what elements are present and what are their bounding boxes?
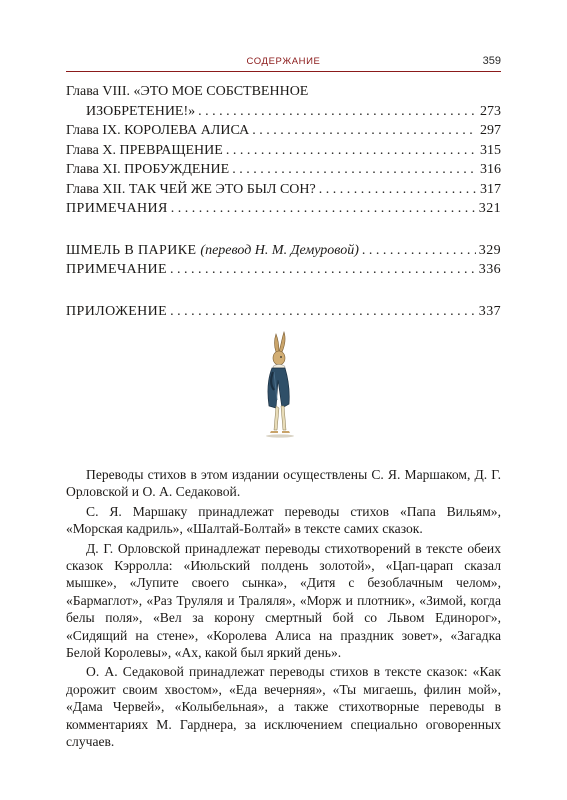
page-number: 359	[482, 55, 501, 67]
toc-entry-chapter-10	[66, 141, 501, 161]
toc-label: Глава XI. ПРОБУЖДЕНИЕ	[66, 162, 230, 177]
toc-entry-chapter-11	[66, 160, 501, 180]
toc-label: Глава VIII. «ЭТО МОЕ СОБСТВЕННОЕ	[66, 84, 309, 99]
toc-page: 297	[480, 123, 501, 138]
dot-leader	[362, 241, 476, 261]
dot-leader	[232, 160, 476, 180]
toc-page: 321	[478, 201, 501, 216]
toc-label: ПРИЛОЖЕНИЕ	[66, 303, 168, 319]
dot-leader	[252, 121, 476, 141]
table-of-contents	[66, 82, 501, 321]
dot-leader	[170, 302, 476, 322]
dot-leader	[319, 180, 476, 200]
toc-entry-appendix	[66, 302, 501, 322]
toc-page: 317	[480, 181, 501, 197]
paragraph: Переводы стихов в этом издании осуществлены С. Я. Маршаком, Д. Г. Орловской и О. А. Седаковой.	[66, 467, 501, 500]
toc-label: ПРИМЕЧАНИЕ	[66, 262, 167, 277]
toc-label: Глава X. ПРЕВРАЩЕНИЕ	[66, 142, 223, 158]
paragraph: С. Я. Маршаку принадлежат переводы стихов «Папа Вильям», «Морская кадриль», «Шалтай-Болтай» в тексте самих сказок.	[66, 503, 501, 537]
toc-page: 316	[480, 162, 501, 177]
paragraph: О. А. Седаковой принадлежат переводы стихов в тексте сказок: «Как дорожит своим хвостом», «Еда вечерняя», «Ты мигаешь, филин мой», «Дама Червей», «Колыбельная», а также стихотворные переводы в комментариях М. Гарднера, за исключением специально оговоренных случаев.	[66, 664, 501, 750]
toc-translator-credit: (перевод Н. М. Демуровой)	[200, 242, 359, 258]
dot-leader	[170, 260, 476, 280]
toc-label: ШМЕЛЬ В ПАРИКЕ	[66, 242, 197, 258]
dot-leader	[198, 102, 476, 122]
toc-page: 273	[480, 103, 501, 119]
toc-entry-note	[66, 260, 501, 280]
toc-label: Глава XII. ТАК ЧЕЙ ЖЕ ЭТО БЫЛ СОН?	[66, 181, 316, 197]
dot-leader	[226, 141, 476, 161]
toc-page: 315	[480, 142, 501, 158]
white-rabbit-herald-icon	[252, 330, 308, 442]
running-header	[66, 56, 501, 70]
toc-page: 336	[478, 262, 501, 277]
toc-page: 337	[478, 303, 501, 319]
toc-entry-chapter-8-cont	[66, 102, 501, 122]
header-rule	[66, 71, 501, 72]
toc-entry-wasp-in-a-wig	[66, 241, 501, 261]
running-title: СОДЕРЖАНИЕ	[246, 56, 321, 67]
toc-page: 329	[478, 242, 501, 258]
paragraph: Д. Г. Орловской принадлежат переводы стихотворений в тексте обеих сказок Кэрролла: «Июльский полдень золотой», «Цап-царап сказал мышке», «Лупите своего сынка», «Дитя с безоблачным челом», «Бармаглот», «Раз Труляля и Траляля», «Морж и плотник», «Зимой, когда белы поля», «Вел за корону смертный бой со Львом Единорог», «Сидящий на стене», «Королева Алиса на праздник зовет», «Загадка Белой Королевы», «Ах, какой был яркий день».	[66, 540, 501, 661]
toc-entry-chapter-8	[66, 82, 501, 102]
toc-entry-chapter-9	[66, 121, 501, 141]
dot-leader	[171, 199, 476, 219]
toc-label: ИЗОБРЕТЕНИЕ!»	[86, 103, 196, 119]
translation-credits	[66, 466, 501, 751]
toc-label: ПРИМЕЧАНИЯ	[66, 201, 168, 216]
toc-label: Глава IX. КОРОЛЕВА АЛИСА	[66, 123, 250, 138]
toc-entry-chapter-12	[66, 180, 501, 200]
toc-entry-notes	[66, 199, 501, 219]
